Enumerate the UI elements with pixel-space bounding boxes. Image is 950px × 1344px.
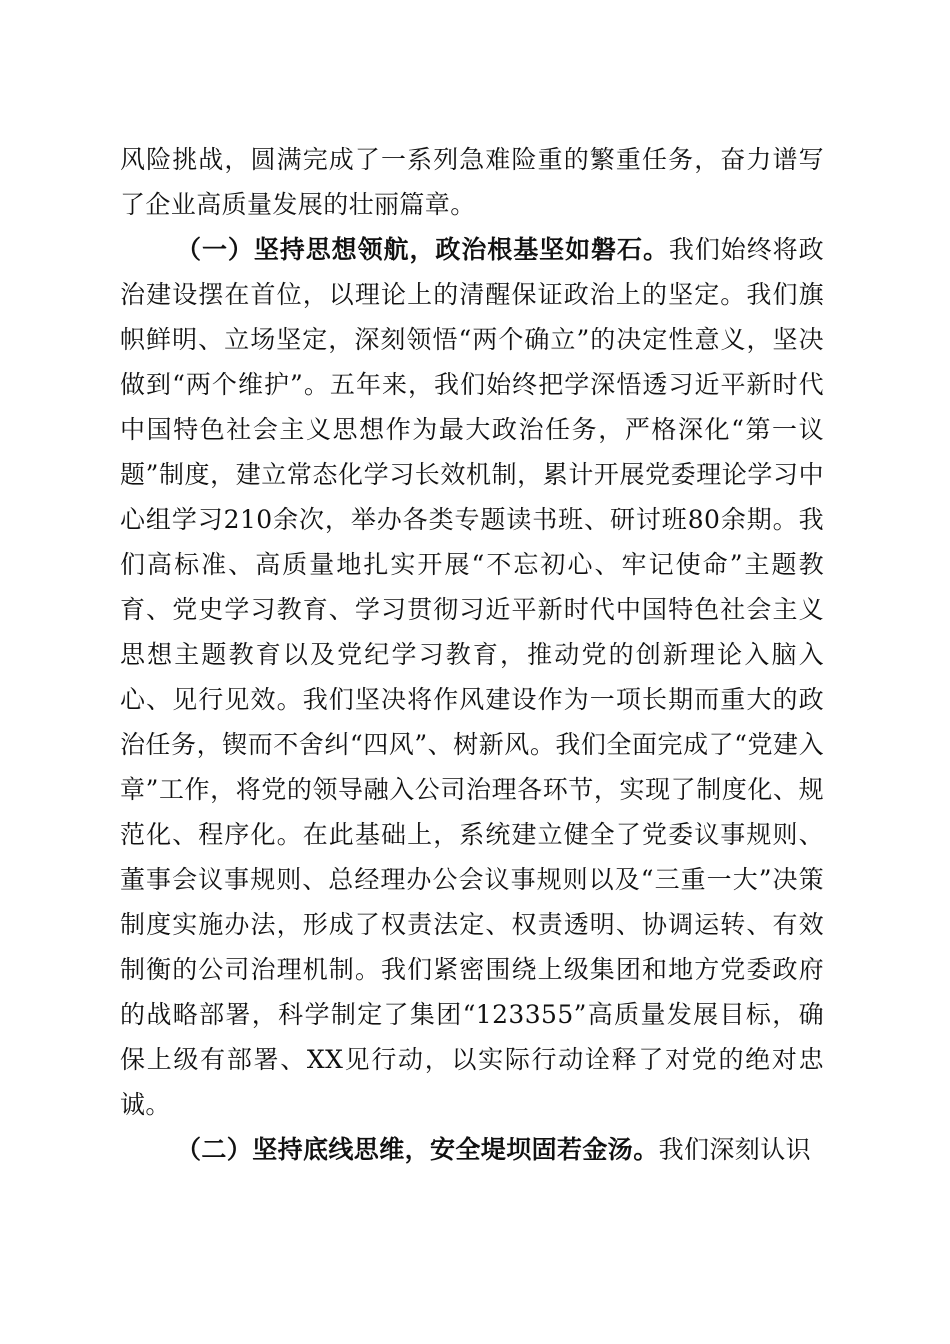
document-body bbox=[120, 137, 824, 1172]
paragraph-section-1 bbox=[120, 227, 824, 1127]
section-heading: （二）坚持底线思维，安全堤坝固若金汤。 bbox=[176, 1135, 659, 1164]
paragraph-text: 我们始终将政治建设摆在首位，以理论上的清醒保证政治上的坚定。我们旗帜鲜明、立场坚定，深刻领悟“两个确立”的决定性意义，坚决做到“两个维护”。五年来，我们始终把学深悟透习近平新时代中国特色社会主义思想作为最大政治任务，严格深化“第一议题”制度，建立常态化学习长效机制，累计开展党委理论学习中心组学习210余次，举办各类专题读书班、研讨班80余期。我们高标准、高质量地扎实开展“不忘初心、牢记使命”主题教育、党史学习教育、学习贯彻习近平新时代中国特色社会主义思想主题教育以及党纪学习教育，推动党的创新理论入脑入心、见行见效。我们坚决将作风建设作为一项长期而重大的政治任务，锲而不舍纠“四风”、树新风。我们全面完成了“党建入章”工作，将党的领导融入公司治理各环节，实现了制度化、规范化、程序化。在此基础上，系统建立健全了党委议事规则、董事会议事规则、总经理办公会议事规则以及“三重一大”决策制度实施办法，形成了权责法定、权责透明、协调运转、有效制衡的公司治理机制。我们紧密围绕上级集团和地方党委政府的战略部署，科学制定了集团“123355”高质量发展目标，确保上级有部署、XX见行动，以实际行动诠释了对党的绝对忠诚。 bbox=[120, 235, 824, 1119]
paragraph-text: 风险挑战，圆满完成了一系列急难险重的繁重任务，奋力谱写了企业高质量发展的壮丽篇章。 bbox=[120, 145, 824, 219]
paragraph-continued bbox=[120, 137, 824, 227]
section-heading: （一）坚持思想领航，政治根基坚如磐石。 bbox=[176, 235, 669, 264]
paragraph-section-2 bbox=[120, 1127, 824, 1172]
paragraph-text: 我们深刻认识 bbox=[658, 1135, 812, 1164]
